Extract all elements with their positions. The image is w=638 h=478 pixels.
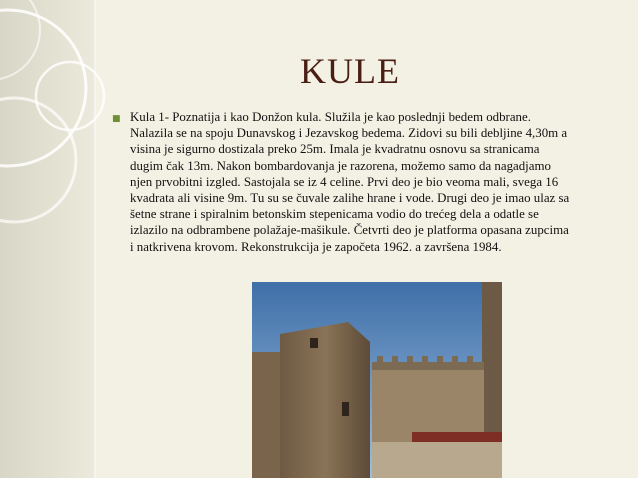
bullet-line: visina je sigurno dostizala preko 25m. Imala je kvadratnu osnovu sa stranicama: [130, 142, 540, 157]
bullet-line: i natkrivena krovom. Rekonstrukcija je započeta 1962. a završena 1984.: [130, 239, 502, 254]
bullet-line: Nalazila se na spoju Dunavskog i Jezavskog bedema. Zidovi su bili debljine 4,30m a: [130, 126, 568, 141]
bullet-line: izlazilo na odbrambene polažaje-mašikule. Četvrti deo je platforma opasana zupcima: [130, 223, 569, 238]
bullet-item: [112, 109, 618, 255]
bullet-line: njen prvobitni izgled. Sastojala se iz 4 celine. Prvi deo je bio veoma mali, svega 16: [130, 174, 559, 189]
bullet-line: dugim čak 13m. Nakon bombardovanja je razorena, možemo samo da nagadjamo: [130, 158, 551, 173]
bullet-line: šetne strane i spiralnim betonskim stepenicama vodio do trećeg dela a odatle se: [130, 207, 539, 222]
tower-photo: [252, 282, 502, 478]
bullet-list: [112, 109, 618, 255]
slide-title: KULE: [300, 51, 400, 91]
bullet-line: Kula 1- Poznatija i kao Donžon kula. Služila je kao poslednji bedem odbrane.: [130, 110, 531, 124]
bullet-icon: ■: [112, 114, 121, 124]
bullet-line: kvadrata ali visine 9m. Tu su se čuvale zalihe hrane i vode. Drugi deo je imao ulaz sa: [130, 191, 570, 206]
